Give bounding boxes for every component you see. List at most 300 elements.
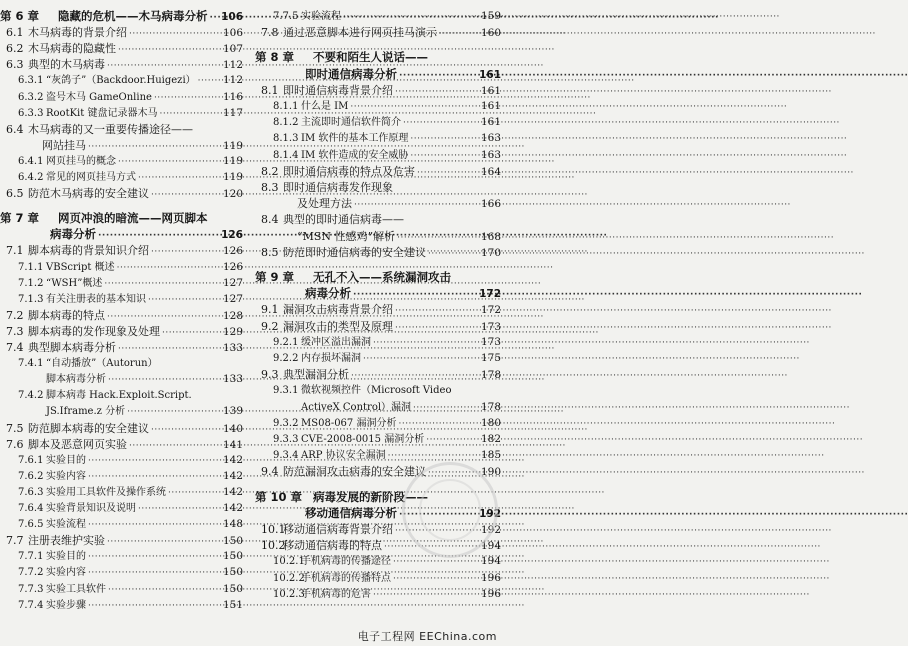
- toc-number: 7.7.2: [18, 567, 44, 579]
- toc-title: 移动通信病毒背景介绍: [283, 523, 393, 536]
- leader-dots: [399, 69, 477, 84]
- toc-page-number: 127: [222, 276, 243, 289]
- toc-page-number: 182: [480, 433, 501, 445]
- toc-number: 6.5: [6, 187, 24, 201]
- toc-page-number: 126: [222, 260, 243, 273]
- toc-subsection: [0, 170, 243, 186]
- toc-title: 脚本病毒的背景知识介绍: [28, 244, 149, 258]
- toc-chapter: [0, 227, 243, 244]
- leader-dots: [413, 401, 479, 416]
- toc-number: 7.5: [6, 421, 24, 435]
- toc-title: VBScript 概述: [46, 261, 115, 273]
- toc-page-number: 192: [479, 507, 501, 520]
- toc-page-number: 161: [479, 68, 501, 81]
- toc-page-number: 119: [222, 154, 243, 167]
- leader-dots: [403, 116, 479, 131]
- toc-title: 防范木马病毒的安全建议: [28, 187, 149, 201]
- toc-subsection: [255, 400, 501, 416]
- toc-number: 7.7: [6, 534, 24, 548]
- toc-number: 7.4: [6, 341, 24, 354]
- toc-number: 6.4.2: [18, 172, 44, 183]
- toc-number: 第 10 章: [255, 489, 303, 504]
- toc-title: “MSN 性感鸡”解析: [297, 229, 396, 243]
- toc-title: MS08-067 漏洞分析: [301, 417, 397, 429]
- toc-page-number: 159: [480, 10, 501, 22]
- toc-title: 隐藏的危机——木马病毒分析: [58, 9, 208, 23]
- leader-dots: [162, 326, 221, 341]
- toc-title: 木马病毒的又一重要传播途径——: [28, 122, 193, 136]
- toc-number: 7.6.2: [18, 470, 44, 482]
- toc-number: 第 7 章: [0, 211, 40, 226]
- toc-number: 10.2.3: [273, 588, 305, 600]
- toc-number: 10.2: [261, 539, 286, 553]
- toc-title: ActiveX Control）漏洞: [301, 401, 412, 413]
- toc-title: 典型的即时通信病毒——: [283, 213, 404, 227]
- toc-number: 第 8 章: [255, 50, 295, 65]
- toc-number: 9.3.3: [273, 434, 299, 445]
- leader-dots: [138, 502, 221, 517]
- toc-page-number: 142: [222, 469, 243, 482]
- toc-title: 防范即时通信病毒的安全建议: [283, 245, 426, 259]
- watermark-text: 电子工程网 EEChina.com: [357, 630, 497, 643]
- toc-chapter: [255, 50, 501, 65]
- toc-subsection: [255, 383, 501, 398]
- toc-chapter: [255, 286, 501, 303]
- leader-dots: [151, 245, 221, 260]
- toc-section: [0, 186, 243, 203]
- toc-subsection: [255, 131, 501, 147]
- toc-number: 9.2.2: [273, 353, 299, 364]
- toc-section: [255, 196, 501, 213]
- toc-section: [255, 302, 501, 319]
- toc-page-number: 142: [222, 485, 243, 498]
- toc-title: 脚本病毒 Hack.Exploit.Script.: [46, 390, 192, 402]
- toc-section: [0, 308, 243, 325]
- leader-dots: [395, 321, 479, 336]
- toc-page-number: 196: [480, 571, 501, 584]
- toc-page-number: 172: [479, 288, 501, 301]
- leader-dots: [410, 149, 479, 164]
- leader-dots: [104, 277, 221, 292]
- toc-section: [255, 229, 501, 246]
- toc-page-number: 141: [222, 438, 243, 451]
- toc-page-number: 107: [222, 43, 243, 56]
- toc-number: 8.1.1: [273, 101, 299, 112]
- toc-title: 实验内容: [46, 470, 86, 482]
- toc-page-number: 161: [480, 116, 501, 129]
- toc-number: 8.3: [261, 181, 279, 194]
- toc-section: [255, 83, 501, 100]
- leader-dots: [148, 293, 221, 308]
- toc-title: 网页挂马的概念: [46, 155, 116, 167]
- toc-section: [0, 41, 243, 58]
- toc-number: 6.3.1: [18, 75, 44, 87]
- toc-subsection: [0, 292, 243, 308]
- toc-subsection: [0, 501, 243, 517]
- toc-subsection: [0, 73, 243, 89]
- toc-number: 第 9 章: [255, 270, 295, 284]
- toc-title: 防范脚本病毒的安全建议: [28, 421, 149, 435]
- toc-section: [0, 243, 243, 260]
- leader-dots: [353, 288, 477, 303]
- toc-section: [255, 367, 501, 384]
- toc-title: 什么是 IM: [301, 101, 349, 112]
- toc-page-number: 173: [480, 320, 501, 333]
- toc-page-number: 126: [221, 229, 243, 242]
- toc-number: 7.6: [6, 437, 24, 451]
- leader-dots: [439, 27, 479, 42]
- toc-page-number: 151: [222, 598, 243, 611]
- toc-number: 7.6.5: [18, 519, 44, 531]
- leader-dots: [129, 27, 221, 42]
- leader-dots: [397, 231, 479, 246]
- toc-page-number: 175: [480, 352, 501, 364]
- leader-dots: [107, 59, 221, 74]
- toc-page-number: 127: [222, 292, 243, 305]
- toc-title: 即时通信病毒背景介绍: [283, 83, 393, 97]
- toc-page-number: 161: [480, 100, 501, 112]
- toc-number: 6.3: [6, 58, 24, 72]
- toc-page-number: 164: [480, 165, 501, 178]
- toc-title: 有关注册表的基本知识: [46, 293, 146, 305]
- toc-chapter: [255, 490, 501, 505]
- toc-page-number: 172: [480, 304, 501, 317]
- toc-subsection: [0, 485, 243, 501]
- toc-title: 手机病毒的传播特点: [301, 572, 391, 584]
- toc-title: 网页冲浪的暗流——网页脚本: [58, 211, 208, 226]
- leader-dots: [428, 247, 479, 262]
- leader-dots: [384, 540, 479, 555]
- toc-number: 7.1.3: [18, 293, 44, 305]
- toc-title: 即时通信病毒分析: [305, 66, 397, 81]
- toc-page-number: 112: [222, 59, 243, 72]
- toc-title: 实验流程: [301, 11, 341, 22]
- leader-dots: [354, 198, 479, 213]
- toc-page-number: 119: [222, 139, 243, 152]
- toc-chapter: [0, 211, 243, 226]
- toc-title: 漏洞攻击的类型及原理: [283, 319, 393, 333]
- toc-subsection: [255, 416, 501, 432]
- toc-subsection: [0, 154, 243, 170]
- toc-page-number: 148: [222, 518, 243, 531]
- toc-subsection: [255, 115, 501, 131]
- leader-dots: [373, 588, 479, 603]
- toc-subsection: [255, 571, 501, 587]
- toc-number: 7.7.1: [18, 551, 44, 563]
- toc-number: 6.1: [6, 26, 24, 40]
- leader-dots: [426, 433, 479, 448]
- toc-number: 7.2: [6, 308, 24, 322]
- leader-dots: [373, 336, 479, 351]
- toc-number: 7.8: [261, 26, 279, 40]
- toc-page-number: 126: [222, 245, 243, 258]
- leader-dots: [395, 304, 479, 319]
- toc-title: IM 软件造成的安全威胁: [301, 149, 409, 161]
- toc-title: 缓冲区溢出漏洞: [301, 336, 371, 348]
- leader-dots: [118, 342, 221, 357]
- toc-number: 7.4.1: [18, 358, 44, 370]
- toc-number: 9.2.1: [273, 336, 299, 348]
- toc-section: [255, 25, 501, 42]
- toc-number: 7.4.2: [18, 390, 44, 402]
- toc-subsection: [0, 598, 243, 614]
- toc-section: [0, 324, 243, 341]
- leader-dots: [168, 486, 221, 501]
- leader-dots: [388, 449, 479, 464]
- leader-dots: [108, 583, 221, 598]
- toc-number: 8.1.3: [273, 133, 299, 145]
- toc-title: RootKit 键盘记录器木马: [46, 107, 158, 119]
- toc-page-number: 142: [222, 502, 243, 514]
- toc-title: 实验工具软件: [46, 583, 106, 595]
- toc-number: 6.2: [6, 42, 24, 56]
- leader-dots: [393, 572, 479, 587]
- toc-title: 注册表维护实验: [28, 534, 105, 548]
- toc-number: 10.1: [261, 523, 286, 536]
- toc-page-number: 160: [480, 27, 501, 40]
- toc-title: 移动通信病毒分析: [305, 505, 397, 520]
- toc-section: [0, 533, 243, 550]
- leader-dots: [129, 439, 221, 454]
- toc-title: 脚本及恶意网页实验: [28, 437, 127, 451]
- toc-subsection: [255, 148, 501, 164]
- toc-subsection: [0, 404, 243, 420]
- toc-title: CVE-2008-0015 漏洞分析: [301, 434, 425, 445]
- toc-subsection: [0, 356, 243, 371]
- toc-title: 病毒发展的新阶段——: [313, 489, 428, 504]
- toc-page-number: 106: [222, 27, 243, 40]
- toc-number: 7.1.1: [18, 261, 44, 273]
- toc-number: 第 6 章: [0, 9, 40, 23]
- toc-subsection: [255, 335, 501, 351]
- toc-title: 主流即时通信软件简介: [301, 117, 401, 129]
- toc-number: 8.4: [261, 213, 279, 227]
- leader-dots: [107, 310, 221, 325]
- toc-number: 8.5: [261, 245, 279, 259]
- toc-subsection: [255, 432, 501, 448]
- toc-page-number: 190: [480, 466, 501, 479]
- toc-subsection: [0, 517, 243, 533]
- toc-number: 9.3.1: [273, 385, 299, 397]
- toc-number: 10.2.2: [273, 572, 305, 584]
- toc-title: 不要和陌生人说话——: [313, 50, 428, 65]
- toc-page-number: 106: [221, 11, 243, 23]
- toc-subsection: [0, 90, 243, 106]
- toc-subsection: [255, 554, 501, 570]
- toc-subsection: [0, 106, 243, 122]
- leader-dots: [350, 100, 479, 115]
- toc-page-number: 133: [222, 373, 243, 386]
- leader-dots: [88, 550, 221, 565]
- leader-dots: [98, 229, 219, 244]
- toc-number: 7.3: [6, 324, 24, 338]
- toc-page-number: 139: [222, 405, 243, 418]
- toc-title: 内存损坏漏洞: [301, 353, 361, 364]
- toc-title: “自动播放”（Autorun）: [46, 358, 158, 370]
- toc-page-number: 129: [222, 325, 243, 338]
- toc-subsection: [0, 372, 243, 388]
- toc-title: 漏洞攻击病毒背景介绍: [283, 303, 393, 317]
- toc-subsection: [0, 565, 243, 581]
- toc-page-number: 140: [222, 422, 243, 435]
- toc-title: 脚本病毒分析: [46, 374, 106, 386]
- toc-title: 实验流程: [46, 519, 86, 531]
- toc-number: 6.3.3: [18, 107, 44, 119]
- toc-title: 病毒分析: [50, 227, 96, 242]
- toc-section: [255, 464, 501, 481]
- toc-title: 移动通信病毒的特点: [283, 539, 382, 553]
- toc-number: 8.1: [261, 83, 279, 97]
- toc-page-number: 180: [480, 416, 501, 429]
- leader-dots: [210, 11, 220, 26]
- toc-title: 及处理方法: [297, 197, 352, 211]
- toc-page-number: 112: [222, 74, 243, 87]
- toc-page-number: 194: [480, 540, 501, 553]
- toc-page-number: 116: [222, 90, 243, 103]
- leader-dots: [88, 599, 221, 614]
- toc-title: 实验背景知识及说明: [46, 503, 136, 514]
- toc-section: [255, 319, 501, 336]
- toc-title: 木马病毒的背景介绍: [28, 26, 127, 40]
- toc-page-number: 194: [480, 555, 501, 568]
- toc-number: 8.1.4: [273, 149, 299, 161]
- toc-subsection: [0, 469, 243, 485]
- toc-title: 即时通信病毒的特点及危害: [283, 164, 415, 178]
- toc-page-number: 161: [480, 84, 501, 97]
- toc-title: 实验用工具软件及操作系统: [46, 486, 166, 498]
- leader-dots: [107, 535, 221, 550]
- toc-section: [255, 245, 501, 262]
- leader-dots: [88, 518, 221, 533]
- toc-title: 脚本病毒的发作现象及处理: [28, 324, 160, 338]
- toc-page-number: 133: [222, 342, 243, 354]
- toc-section: [0, 57, 243, 74]
- toc-page-number: 170: [480, 246, 501, 259]
- toc-page-number: 173: [480, 335, 501, 348]
- leader-dots: [363, 352, 479, 367]
- toc-subsection: [255, 99, 501, 115]
- toc-title: 木马病毒的隐藏性: [28, 42, 116, 56]
- toc-page-number: 163: [480, 132, 501, 145]
- leader-dots: [88, 140, 221, 155]
- toc-section: [255, 538, 501, 555]
- leader-dots: [428, 466, 479, 481]
- toc-number: 10.2.1: [273, 556, 305, 568]
- toc-chapter: [0, 9, 243, 26]
- toc-page-number: 150: [222, 566, 243, 579]
- toc-title: 即时通信病毒发作现象: [283, 181, 393, 194]
- toc-page-number: 128: [222, 309, 243, 322]
- toc-number: 9.2: [261, 319, 279, 333]
- leader-dots: [108, 373, 221, 388]
- leader-dots: [398, 417, 478, 432]
- leader-dots: [351, 369, 479, 384]
- leader-dots: [88, 454, 221, 469]
- toc-number: 9.4: [261, 465, 279, 479]
- toc-subsection: [0, 260, 243, 276]
- toc-page-number: 150: [222, 535, 243, 548]
- toc-subsection: [255, 351, 501, 367]
- toc-number: 7.1: [6, 244, 24, 258]
- toc-section: [255, 164, 501, 181]
- toc-section: [255, 212, 501, 227]
- toc-section: [0, 138, 243, 155]
- toc-title: “WSH”概述: [46, 277, 103, 289]
- toc-page-number: 150: [222, 582, 243, 595]
- toc-section: [0, 122, 243, 137]
- toc-title: 手机病毒的危害: [301, 588, 371, 600]
- toc-chapter: [255, 270, 501, 285]
- leader-dots: [159, 107, 220, 122]
- toc-title: 通过恶意脚本进行网页挂马演示: [283, 26, 437, 40]
- toc-number: 7.1.2: [18, 277, 44, 289]
- toc-title: 脚本病毒的特点: [28, 308, 105, 322]
- leader-dots: [88, 470, 221, 485]
- leader-dots: [395, 524, 479, 539]
- toc-page-number: 142: [222, 453, 243, 466]
- leader-dots: [151, 188, 221, 203]
- toc-page-number: 117: [222, 106, 243, 119]
- toc-title: 无孔不入——系统漏洞攻击: [313, 270, 451, 284]
- toc-number: 9.1: [261, 303, 279, 317]
- toc-section: [0, 421, 243, 438]
- leader-dots: [118, 43, 221, 58]
- toc-section: [0, 340, 243, 357]
- toc-title: 病毒分析: [305, 286, 351, 301]
- leader-dots: [88, 566, 221, 581]
- leader-dots: [417, 166, 479, 181]
- toc-title: IM 软件的基本工作原理: [301, 133, 409, 145]
- toc-section: [0, 25, 243, 42]
- toc-title: ARP 协议安全漏洞: [301, 450, 386, 462]
- leader-dots: [393, 555, 479, 570]
- toc-page-number: 178: [480, 400, 501, 413]
- toc-subsection: [255, 448, 501, 464]
- toc-page-number: 192: [480, 524, 501, 536]
- toc-title: 实验目的: [46, 551, 86, 563]
- toc-number: 9.3.4: [273, 450, 299, 462]
- toc-page-number: 168: [480, 230, 501, 243]
- toc-section: [255, 180, 501, 195]
- toc-title: 防范漏洞攻击病毒的安全建议: [283, 465, 426, 479]
- toc-subsection: [255, 9, 501, 25]
- toc-section: [255, 522, 501, 539]
- toc-page-number: 163: [480, 148, 501, 161]
- leader-dots: [343, 10, 479, 25]
- toc-chapter: [255, 67, 501, 84]
- toc-page-number: 166: [480, 198, 501, 211]
- toc-number: 7.7.5: [273, 11, 299, 22]
- toc-number: 9.3: [261, 368, 279, 382]
- toc-number: 7.6.1: [18, 454, 44, 466]
- toc-title: 实验内容: [46, 567, 86, 579]
- toc-chapter: [255, 506, 501, 523]
- leader-dots: [118, 155, 221, 170]
- toc-subsection: [0, 582, 243, 598]
- toc-title: 实验步骤: [46, 599, 86, 611]
- toc-title: 常见的网页挂马方式: [46, 172, 136, 183]
- toc-number: 6.4: [6, 122, 24, 136]
- toc-subsection: [0, 549, 243, 565]
- toc-section: [0, 437, 243, 454]
- toc-page-number: 196: [480, 587, 501, 600]
- leader-dots: [154, 91, 221, 106]
- toc-page-number: 119: [222, 171, 243, 183]
- toc-title: 典型的木马病毒: [28, 58, 105, 72]
- toc-number: 7.7.4: [18, 599, 44, 611]
- toc-title: “灰鸽子”（Backdoor.Huigezi）: [46, 75, 196, 87]
- toc-number: 6.4.1: [18, 155, 44, 167]
